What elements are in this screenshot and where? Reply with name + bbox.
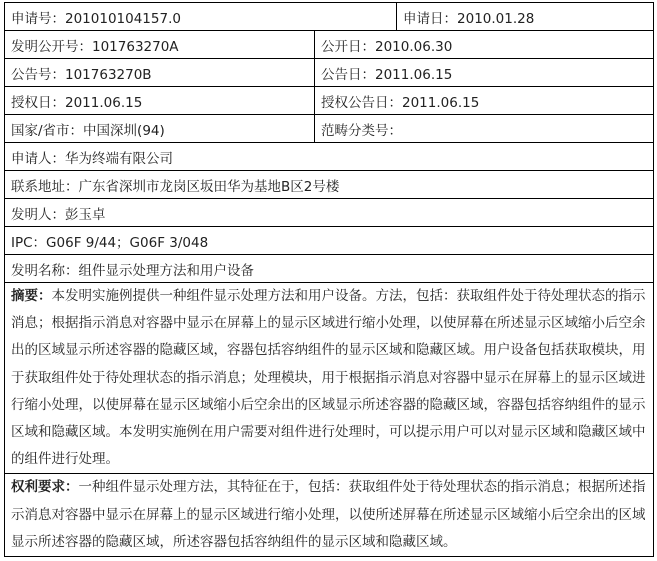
ipc-code: IPC：G06F 9/44；G06F 3/048 [5, 227, 654, 255]
claims-label: 权利要求： [11, 479, 79, 496]
row-announcement [5, 59, 654, 87]
row-inventor [5, 199, 654, 227]
application-date: 申请日：2010.01.28 [397, 3, 654, 31]
abstract-cell [5, 283, 654, 474]
announcement-number: 公告号：101763270B [5, 59, 315, 87]
inventor: 发明人：彭玉卓 [5, 199, 654, 227]
country-province: 国家/省市：中国深圳(94) [5, 115, 315, 143]
row-abstract [5, 283, 654, 474]
application-number: 申请号：201010104157.0 [5, 3, 397, 31]
row-claims [5, 474, 654, 557]
row-grant [5, 87, 654, 115]
row-applicant [5, 143, 654, 171]
invention-title: 发明名称：组件显示处理方法和用户设备 [5, 255, 654, 283]
contact-address: 联系地址：广东省深圳市龙岗区坂田华为基地B区2号楼 [5, 171, 654, 199]
publication-date: 公开日：2010.06.30 [315, 31, 654, 59]
grant-announcement-date: 授权公告日：2011.06.15 [315, 87, 654, 115]
row-country [5, 115, 654, 143]
announcement-date: 公告日：2011.06.15 [315, 59, 654, 87]
abstract-text: 本发明实施例提供一种组件显示处理方法和用户设备。方法，包括：获取组件处于待处理状态的指示消息；根据指示消息对容器中显示在屏幕上的显示区域进行缩小处理，以使屏幕在所述显示区域缩小后空余出的区域显示所述容器的隐藏区域，容器包括容纳组件的显示区域和隐藏区域。用户设备包括获取模块，用于获取组件处于待处理状态的指示消息；处理模块，用于根据指示消息对容器中显示在屏幕上的显示区域进行缩小处理，以使屏幕在显示区域缩小后空余出的区域显示所述容器的隐藏区域，容器包括容纳组件的显示区域和隐藏区域。本发明实施例在用户需要对组件进行处理时，可以提示用户可以对显示区域和隐藏区域中的组件进行处理。 [11, 288, 646, 468]
applicant: 申请人：华为终端有限公司 [5, 143, 654, 171]
row-application [5, 3, 654, 31]
patent-record-table [4, 2, 654, 557]
publication-number: 发明公开号：101763270A [5, 31, 315, 59]
row-ipc [5, 227, 654, 255]
claims-cell [5, 474, 654, 557]
row-address [5, 171, 654, 199]
row-title [5, 255, 654, 283]
classification-number: 范畴分类号： [315, 115, 654, 143]
patent-record-sheet [4, 2, 653, 557]
abstract-label: 摘要： [11, 288, 52, 304]
row-publication [5, 31, 654, 59]
grant-date: 授权日：2011.06.15 [5, 87, 315, 115]
claims-text: 一种组件显示处理方法，其特征在于，包括：获取组件处于待处理状态的指示消息；根据所述指示消息对容器中显示在屏幕上的显示区域进行缩小处理，以使所述屏幕在所述显示区域缩小后空余出的区域显示所述容器的隐藏区域，所述容器包括容纳组件的显示区域和隐藏区域。 [11, 479, 646, 550]
